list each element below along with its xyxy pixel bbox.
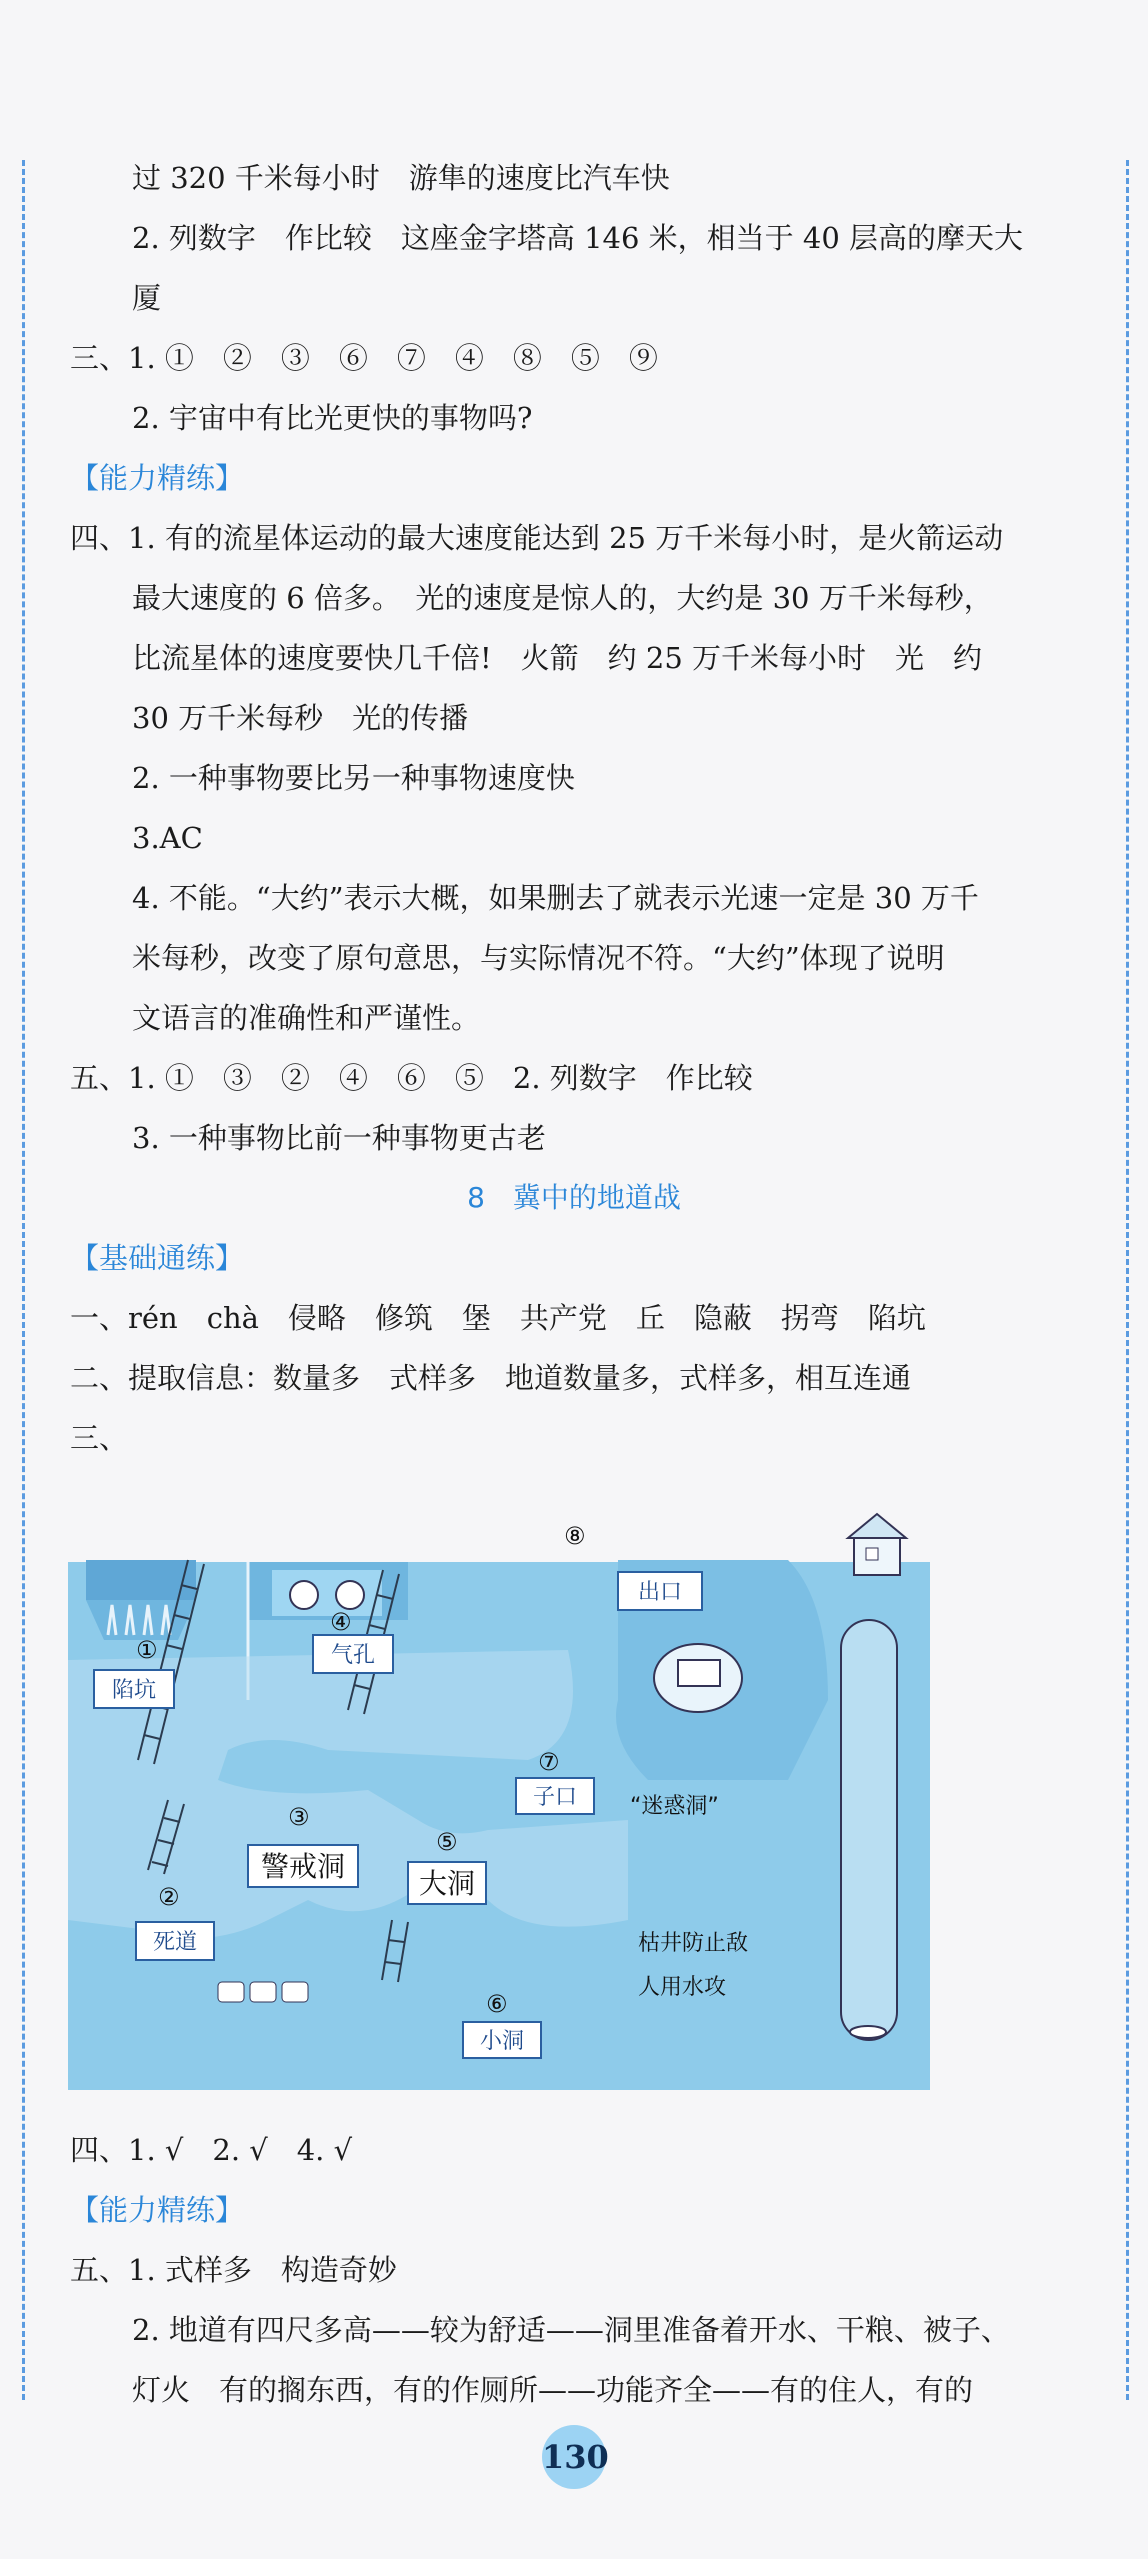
air-hole-icon <box>336 1581 364 1609</box>
answer-line: 3. 一种事物比前一种事物更古老 <box>132 1121 546 1155</box>
page-number: 130 <box>542 2425 606 2489</box>
section-heading: 【能力精练】 <box>70 461 245 495</box>
label-confuse-cave: “迷惑洞” <box>630 1794 719 1819</box>
answer-line: 文语言的准确性和严谨性。 <box>132 1001 481 1035</box>
right-dashed-border <box>1126 160 1129 2400</box>
answer-line: 2. 地道有四尺多高——较为舒适——洞里准备着开水、干粮、被子、 <box>132 2313 1010 2347</box>
label-guard-cave: 警戒洞 <box>260 1850 346 1883</box>
answer-line: 四、1. 有的流星体运动的最大速度能达到 25 万千米每小时，是火箭运动 <box>70 521 1004 555</box>
marker-2: ② <box>158 1883 180 1911</box>
answer-line: 厦 <box>132 281 162 315</box>
marker-4: ④ <box>330 1608 352 1636</box>
answer-line: 2. 列数字 作比较 这座金字塔高 146 米，相当于 40 层高的摩天大 <box>132 221 1024 255</box>
marker-3: ③ <box>288 1803 310 1831</box>
answer-line: 2. 宇宙中有比光更快的事物吗? <box>132 401 533 435</box>
marker-8: ⑧ <box>564 1522 586 1550</box>
answer-line: 五、1. 式样多 构造奇妙 <box>70 2253 397 2287</box>
air-hole-area <box>272 1570 382 1616</box>
well-shaft <box>841 1620 897 2040</box>
answer-line: 2. 一种事物要比另一种事物速度快 <box>132 761 575 795</box>
air-hole-icon <box>290 1581 318 1609</box>
answer-line: 五、1. ① ③ ② ④ ⑥ ⑤ 2. 列数字 作比较 <box>70 1061 753 1095</box>
answer-line: 二、提取信息：数量多 式样多 地道数量多，式样多，相互连通 <box>70 1361 912 1395</box>
answer-line: 最大速度的 6 倍多。 光的速度是惊人的，大约是 30 万千米每秒， <box>132 581 993 615</box>
section-heading: 【基础通练】 <box>70 1241 245 1275</box>
label-well-line2: 人用水攻 <box>638 1975 727 2000</box>
tunnel-diagram <box>68 1500 930 2090</box>
answer-line: 一、rén chà 侵略 修筑 堡 共产党 丘 隐蔽 拐弯 陷坑 <box>70 1301 926 1335</box>
label-dead-end: 死道 <box>152 1930 198 1955</box>
label-pit: 陷坑 <box>111 1678 157 1703</box>
answer-line: 四、1. √ 2. √ 4. √ <box>70 2133 353 2167</box>
answer-line: 灯火 有的搁东西，有的作厕所——功能齐全——有的住人，有的 <box>132 2373 974 2407</box>
label-exit: 出口 <box>637 1580 683 1605</box>
marker-5: ⑤ <box>436 1828 458 1856</box>
answer-line: 4. 不能。“大约”表示大概，如果删去了就表示光速一定是 30 万千 <box>132 881 979 915</box>
answer-line: 米每秒，改变了原句意思，与实际情况不符。“大约”体现了说明 <box>132 941 945 975</box>
label-big-cave: 大洞 <box>418 1867 476 1900</box>
label-small-cave: 小洞 <box>479 2029 525 2054</box>
marker-7: ⑦ <box>538 1748 560 1776</box>
label-well-line1: 枯井防止敌 <box>638 1931 749 1956</box>
answer-line: 比流星体的速度要快几千倍! 火箭 约 25 万千米每小时 光 约 <box>132 641 982 675</box>
marker-1: ① <box>136 1636 158 1664</box>
label-air-hole: 气孔 <box>330 1643 376 1668</box>
section-heading: 【能力精练】 <box>70 2193 245 2227</box>
answer-line: 过 320 千米每小时 游隼的速度比汽车快 <box>132 161 670 195</box>
left-dashed-border <box>22 160 25 2400</box>
answer-line: 30 万千米每秒 光的传播 <box>132 701 469 735</box>
lesson-title: 8 冀中的地道战 <box>467 1181 681 1214</box>
answer-line: 三、 <box>70 1421 129 1455</box>
label-zikou: 子口 <box>532 1785 578 1810</box>
answer-line: 三、1. ① ② ③ ⑥ ⑦ ④ ⑧ ⑤ ⑨ <box>70 341 658 375</box>
answer-line: 3.AC <box>132 821 203 855</box>
marker-6: ⑥ <box>486 1990 508 2018</box>
